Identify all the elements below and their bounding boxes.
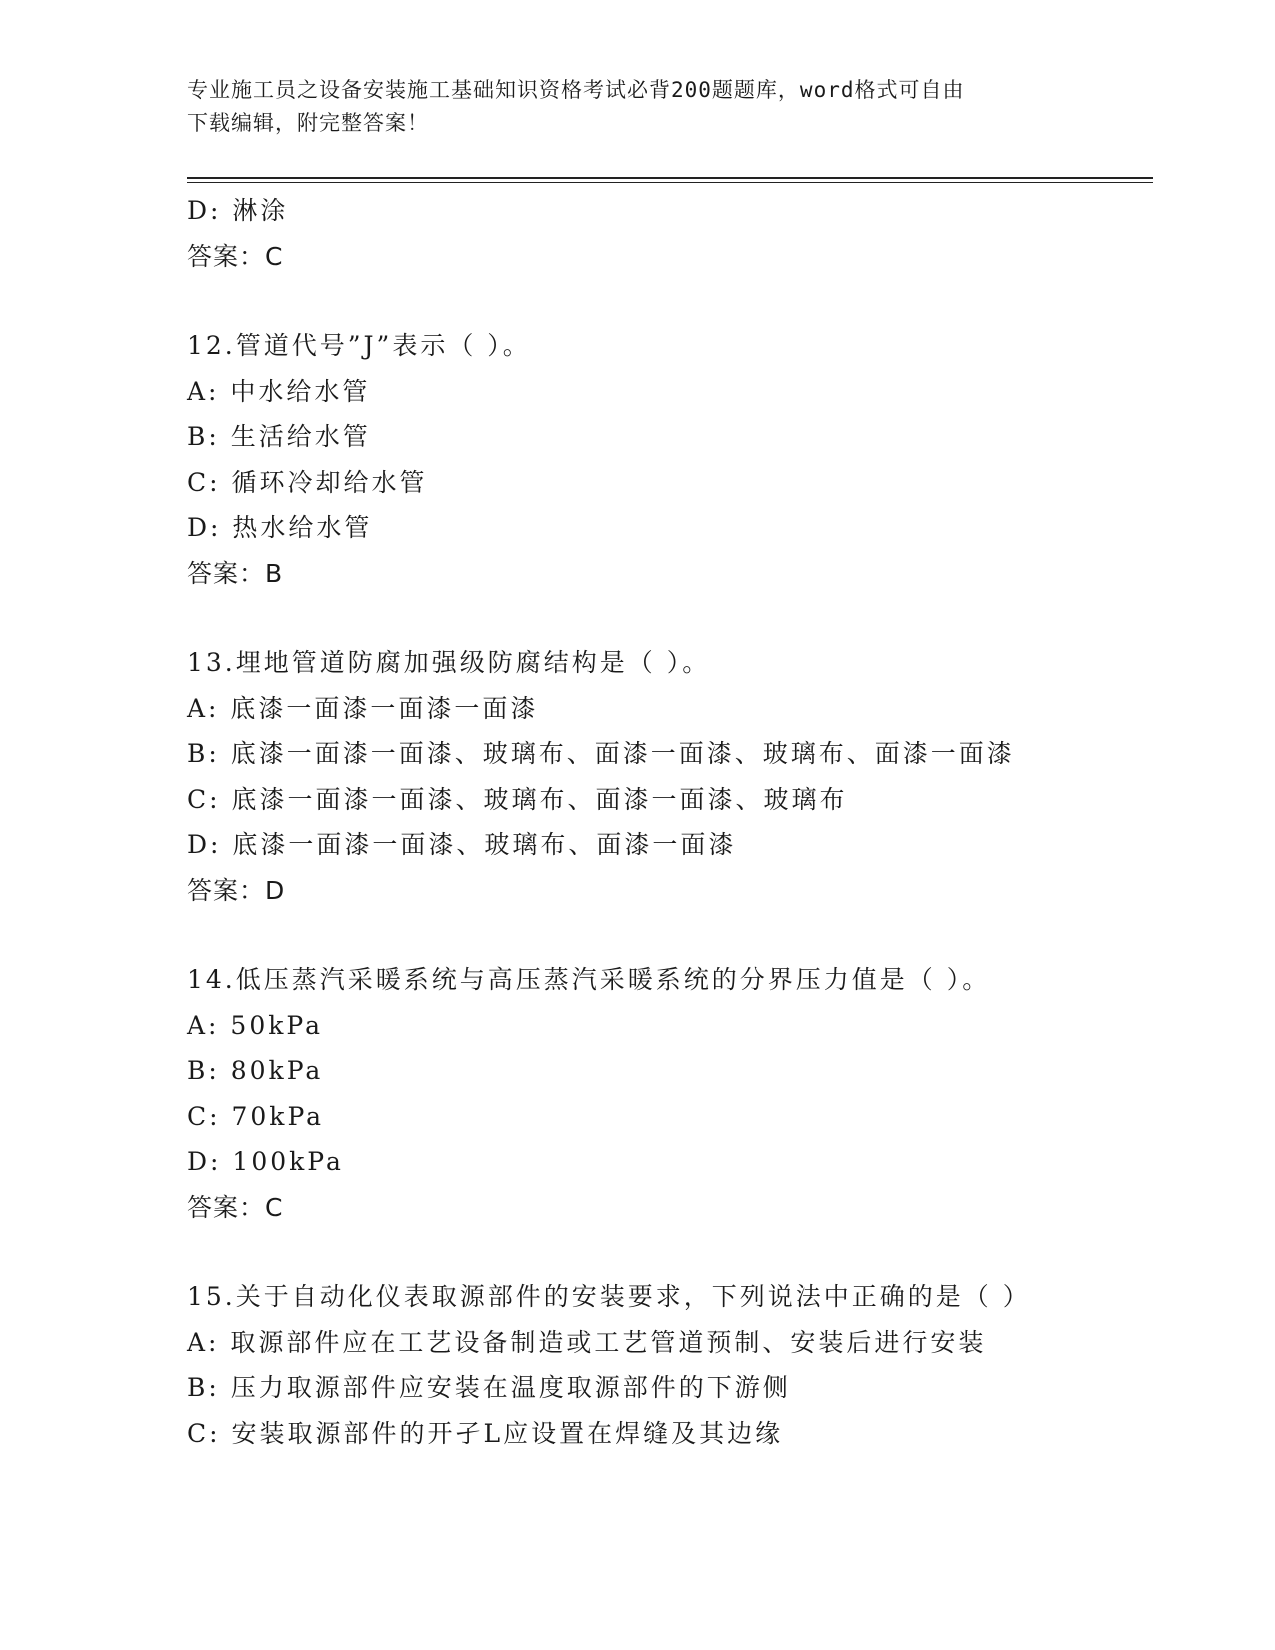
answer-text: 答案：C [187,241,284,271]
question-text: 13.埋地管道防腐加强级防腐结构是（ ）。 [187,648,711,677]
question-text: 12.管道代号”J”表示（ ）。 [187,331,531,360]
question-block [187,640,1153,913]
option-text: D: 热水给水管 [187,513,373,542]
question-block [187,323,1153,596]
question-list [187,188,1153,1456]
option-text: D: 100kPa [187,1147,344,1176]
option-text: D: 底漆一面漆一面漆、玻璃布、面漆一面漆 [187,830,737,859]
option-text: A: 50kPa [187,1010,323,1040]
option-text: A: 取源部件应在工艺设备制造或工艺管道预制、安装后进行安装 [187,1327,987,1357]
block-spacer [187,279,1153,323]
question-block [187,1274,1153,1456]
option-text: A: 中水给水管 [187,376,371,406]
answer-text: 答案：C [187,1192,284,1222]
option-text: B: 压力取源部件应安装在温度取源部件的下游侧 [187,1373,791,1402]
option-text: B: 底漆一面漆一面漆、玻璃布、面漆一面漆、玻璃布、面漆一面漆 [187,739,1015,768]
option-text: A: 底漆一面漆一面漆一面漆 [187,693,539,723]
option-text: B: 80kPa [187,1056,324,1085]
answer-text: 答案：D [187,875,286,905]
header-title-line-2: 下载编辑，附完整答案！ [187,111,429,135]
option-text: C: 安装取源部件的开孑L应设置在焊缝及其边缘 [187,1418,784,1448]
header-divider-thick [187,177,1153,179]
option-text: C: 循环冷却给水管 [187,467,428,497]
question-text: 14.低压蒸汽采暖系统与高压蒸汽采暖系统的分界压力值是（ ）。 [187,965,991,994]
document-header [187,74,1067,140]
header-title-line-1: 专业施工员之设备安装施工基础知识资格考试必背200题题库，word格式可自由 [187,78,965,102]
question-block [187,188,1153,279]
option-text: C: 底漆一面漆一面漆、玻璃布、面漆一面漆、玻璃布 [187,784,848,814]
block-spacer [187,1230,1153,1274]
block-spacer [187,913,1153,957]
block-spacer [187,596,1153,640]
option-text: D: 淋涂 [187,196,289,225]
answer-text: 答案：B [187,558,284,588]
option-text: B: 生活给水管 [187,422,371,451]
question-block [187,957,1153,1230]
header-divider-thin [187,182,1153,183]
question-text: 15.关于自动化仪表取源部件的安装要求，下列说法中正确的是（ ） [187,1282,1031,1311]
option-text: C: 70kPa [187,1101,325,1131]
